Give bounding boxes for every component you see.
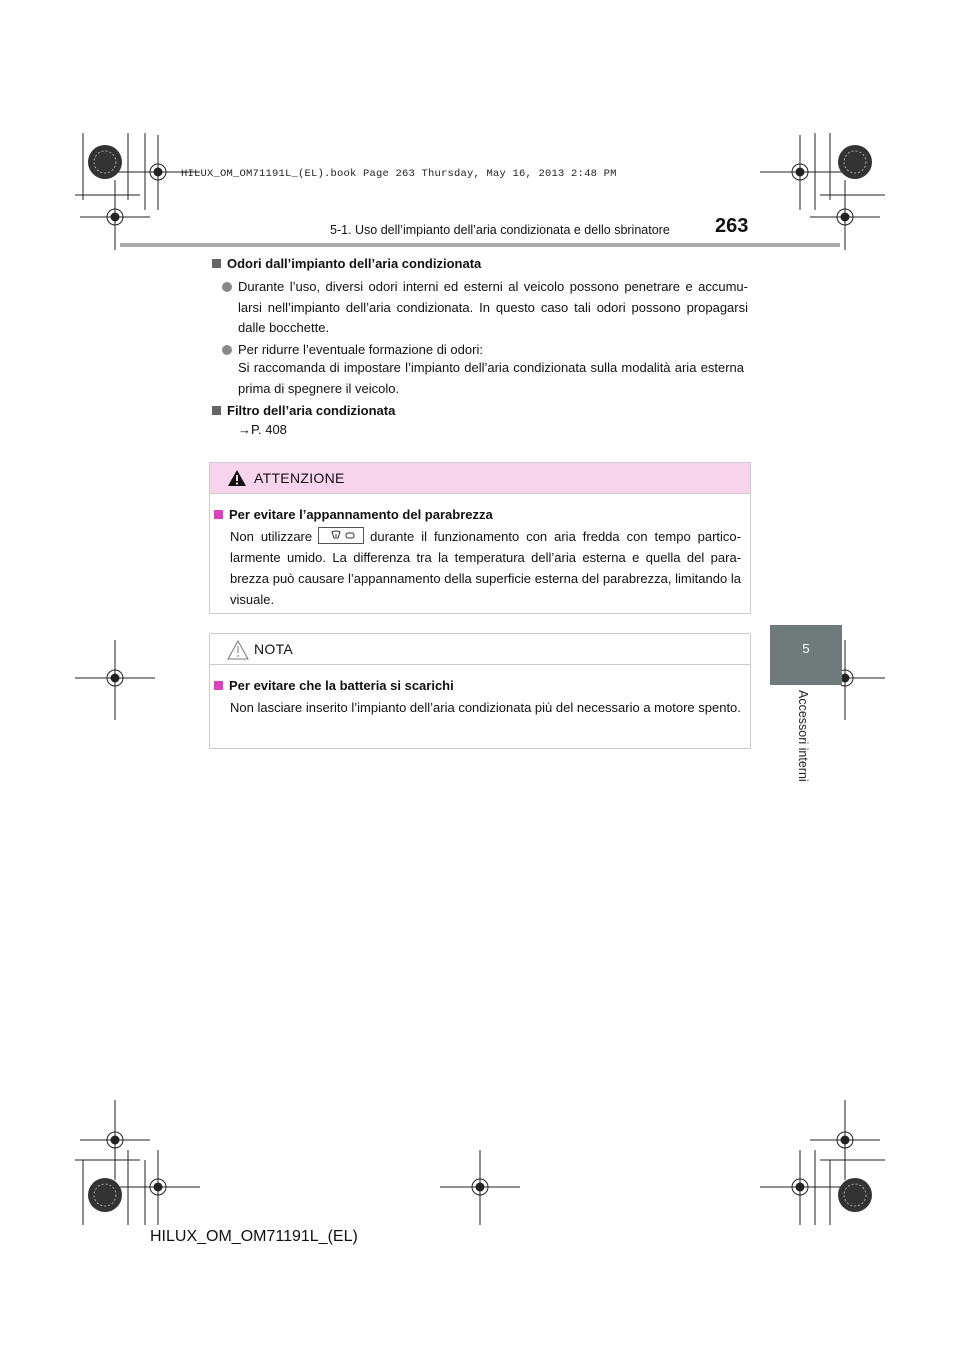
- bullet-odors-1-text: Durante l’uso, diversi odori interni ed esterni al veicolo possono penetrare e accumu-larsi nell’impianto dell’aria condizionata. In questo caso tali odori possono propagarsi dalle bocchette.: [238, 279, 748, 335]
- notice-box-label: NOTA: [254, 641, 294, 657]
- notice-triangle-icon: [227, 640, 249, 660]
- page-number: 263: [715, 215, 749, 237]
- warning-box: [209, 462, 751, 614]
- circle-bullet-icon: [222, 345, 232, 355]
- warning-box-label: ATTENZIONE: [254, 470, 345, 486]
- square-bullet-icon: [214, 510, 223, 519]
- square-bullet-icon: [212, 259, 221, 268]
- square-bullet-icon: [214, 681, 223, 690]
- bullet-odors-1: [222, 277, 748, 339]
- notice-box: [209, 633, 751, 749]
- warning-box-subheading: [214, 507, 493, 522]
- notice-box-subheading: [214, 678, 454, 693]
- chapter-number: 5: [802, 641, 810, 656]
- filter-page-reference-text: P. 408: [251, 422, 287, 437]
- book-print-line: HILUX_OM_OM71191L_(EL).book Page 263 Thursday, May 16, 2013 2:48 PM: [181, 168, 617, 180]
- bullet-odors-2-text: Per ridurre l’eventuale formazione di odori:: [238, 342, 483, 357]
- chapter-tab: [770, 625, 842, 685]
- notice-box-body: Non lasciare inserito l’impianto dell’aria condizionata più del necessario a motore spento.: [230, 700, 741, 715]
- heading-filter: [212, 403, 395, 418]
- warning-text-after: durante il funzionamento con aria fredda con tempo partico-larmente umido. La differenza tra la temperatura dell’aria esterna e quella del para-brezza può causare l’appannamento della superficie esterna del parabrezza, limitando la visuale.: [230, 529, 741, 607]
- chapter-label: [796, 690, 812, 800]
- warning-box-header: [210, 463, 750, 494]
- footer-code: HILUX_OM_OM71191L_(EL): [150, 1228, 358, 1245]
- filter-page-reference: [238, 422, 287, 437]
- heading-odors-text: Odori dall’impianto dell’aria condizionata: [227, 256, 482, 271]
- section-title: 5-1. Uso dell’impianto dell’aria condizionata e dello sbrinatore: [330, 223, 670, 237]
- warning-text-before: Non utilizzare: [230, 529, 313, 544]
- circle-bullet-icon: [222, 282, 232, 292]
- notice-box-subheading-text: Per evitare che la batteria si scarichi: [229, 678, 454, 693]
- bullet-odors-2-detail: Si raccomanda di impostare l’impianto dell’aria condizionata sulla modalità aria esterna prima di spegnere il veicolo.: [238, 360, 744, 396]
- arrow-right-icon: →: [238, 422, 251, 437]
- warning-box-subheading-text: Per evitare l’appannamento del parabrezza: [229, 507, 493, 522]
- warning-triangle-icon: [227, 469, 247, 487]
- notice-box-header: [210, 634, 750, 665]
- heading-odors: [212, 256, 481, 271]
- windshield-defog-button-icon: [318, 527, 364, 544]
- chapter-title: Accessori interni: [796, 690, 810, 782]
- warning-box-body: [230, 526, 741, 610]
- square-bullet-icon: [212, 406, 221, 415]
- heading-filter-text: Filtro dell’aria condizionata: [227, 403, 396, 418]
- header-rule: [120, 243, 840, 247]
